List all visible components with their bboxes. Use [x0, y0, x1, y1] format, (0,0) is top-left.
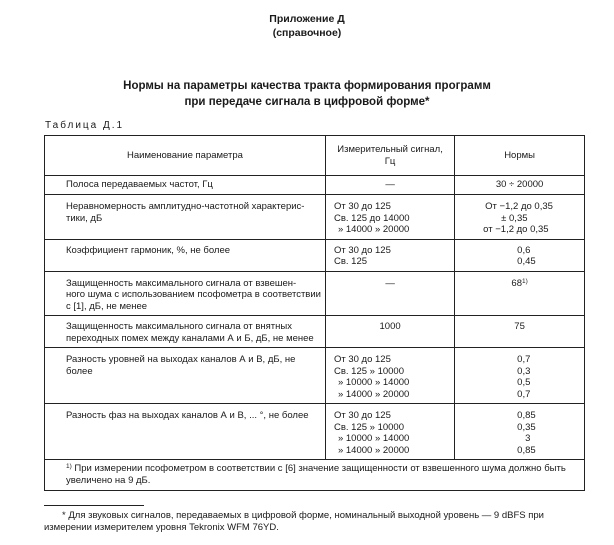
param-line: переходных помех между каналами А и Б, дБ, не менее [66, 332, 314, 344]
footnote-marker: 1) [521, 277, 528, 285]
appendix-type: (справочное) [272, 27, 342, 39]
param-line: Коэффициент гармоник, %, не более [66, 244, 231, 256]
param-line: Неравномерность амплитудно-частотной характерис- [66, 201, 305, 212]
table-footnote-text: При измерении псофометром в соответствии с [6] значение защищенности от взвешенного шума должно быть увеличено на 9 дБ. [66, 463, 566, 486]
norms-line: 0,85 [517, 444, 536, 456]
signal-line: » 10000 » 14000 [337, 433, 410, 444]
table-row [45, 404, 585, 460]
signal-line: » 14000 » 20000 [337, 224, 410, 235]
param-line: Полоса передаваемых частот, Гц [66, 179, 213, 190]
table-row [45, 348, 585, 404]
appendix-label: Приложение Д [269, 13, 345, 25]
norms-line: 3 [525, 433, 531, 444]
table-row [45, 316, 585, 348]
param-line: Защищенность максимального сигнала от взвешен- [66, 277, 297, 289]
norms-cell [455, 271, 585, 316]
signal-cell [325, 195, 454, 240]
param-cell [45, 176, 326, 195]
signal-line: » 14000 » 20000 [337, 388, 410, 400]
signal-cell [325, 404, 454, 460]
param-cell [45, 348, 326, 404]
table-row [45, 271, 585, 316]
param-line: Разность уровней на выходах каналов А и В, дБ, не [66, 354, 296, 365]
header-signal [325, 136, 454, 176]
signal-line: От 30 до 125 [333, 244, 391, 256]
norms-line: от −1,2 до 0,35 [483, 224, 549, 235]
document-title [0, 78, 614, 110]
table-header-row [45, 136, 585, 176]
signal-line: Св. 125 » 10000 [333, 421, 404, 433]
header-norms: Нормы [455, 136, 585, 176]
norms-cell [455, 348, 585, 404]
signal-line: » 10000 » 14000 [337, 377, 410, 388]
norms-cell [455, 404, 585, 460]
signal-line: » 14000 » 20000 [337, 444, 410, 456]
signal-cell [325, 271, 454, 316]
norms-cell [455, 195, 585, 240]
signal-cell [325, 176, 454, 195]
signal-cell [325, 239, 454, 271]
param-cell [45, 195, 326, 240]
signal-line: От 30 до 125 [333, 201, 391, 212]
signal-cell [325, 316, 454, 348]
signal-cell [325, 348, 454, 404]
param-cell [45, 239, 326, 271]
header-signal-line-1: Измерительный сигнал, [337, 144, 443, 155]
param-line: более [66, 365, 93, 377]
table-row [45, 176, 585, 195]
signal-line: От 30 до 125 [333, 354, 391, 365]
signal-line: — [385, 277, 395, 289]
param-cell [45, 404, 326, 460]
norms-line: 0,85 [517, 410, 536, 421]
norms-line: 75 [514, 321, 525, 332]
norms-line: 0,3 [517, 365, 531, 377]
norms-cell [455, 176, 585, 195]
appendix-heading [0, 12, 614, 40]
norms-line: 0,35 [517, 421, 536, 433]
norms-line: 0,6 [517, 244, 531, 256]
title-line-2: при передаче сигнала в цифровой форме* [184, 96, 430, 108]
param-line: ного шума с использованием псофометра в соответствии [66, 289, 321, 300]
param-cell [45, 316, 326, 348]
table-footnote [45, 460, 585, 491]
param-line: Разность фаз на выходах каналов А и В, ... °, не более [66, 410, 309, 421]
table-footnote-row [45, 460, 585, 491]
norms-line [459, 278, 580, 290]
norms-line: 0,7 [517, 354, 531, 365]
norms-line: 0,7 [517, 388, 531, 400]
signal-line: Св. 125 [333, 256, 368, 267]
norms-line: ± 0,35 [501, 212, 528, 224]
signal-line: 1000 [379, 321, 401, 332]
header-signal-line-2: Гц [384, 155, 396, 167]
signal-line: — [385, 179, 395, 190]
table-row [45, 195, 585, 240]
table-footnote-marker: 1) [66, 463, 72, 470]
param-line: с [1], дБ, не менее [66, 300, 148, 312]
param-cell [45, 271, 326, 316]
param-line: тики, дБ [66, 212, 103, 224]
norms-cell [455, 239, 585, 271]
signal-line: Св. 125 » 10000 [333, 365, 404, 377]
signal-line: От 30 до 125 [333, 410, 391, 421]
norms-cell [455, 316, 585, 348]
title-line-1: Нормы на параметры качества тракта формирования программ [123, 80, 491, 92]
table-label: Таблица Д.1 [45, 120, 125, 131]
footnote-separator [44, 505, 144, 506]
norms-value: 68 [511, 277, 522, 289]
table-row [45, 239, 585, 271]
norms-line: 0,5 [517, 377, 531, 388]
norms-table [44, 135, 585, 491]
header-param: Наименование параметра [45, 136, 326, 176]
norms-line: 30 ÷ 20000 [495, 179, 544, 190]
param-line: Защищенность максимального сигнала от внятных [66, 321, 292, 332]
page-footnote: * Для звуковых сигналов, передаваемых в цифровой форме, номинальный выходной уровень — 9 dBFS при измерении измерителем уровня Tekronix WFM 76YD. [44, 510, 544, 533]
norms-line: 0,45 [517, 256, 536, 267]
norms-line: От −1,2 до 0,35 [485, 201, 553, 212]
signal-line: Св. 125 до 14000 [333, 212, 410, 224]
